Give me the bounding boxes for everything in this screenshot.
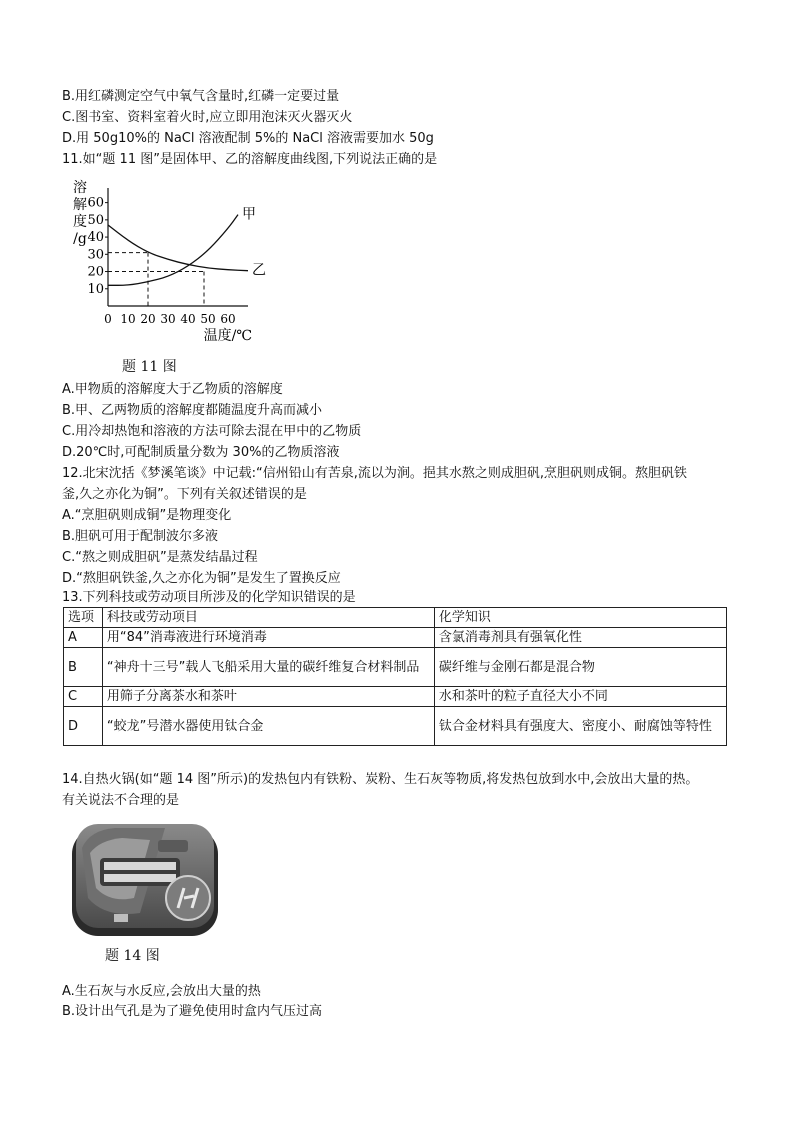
option-14a: A.生石灰与水反应,会放出大量的热 (62, 984, 261, 999)
figure-11-caption: 题 11 图 (122, 359, 177, 375)
option-12b: B.胆矾可用于配制波尔多液 (62, 529, 219, 544)
x-tick-label: 20 (140, 312, 156, 326)
y-tick-label: 20 (87, 264, 104, 280)
option-12c: C.“熬之则成胆矾”是蒸发结晶过程 (62, 550, 258, 565)
option-11b: B.甲、乙两物质的溶解度都随温度升高而减小 (62, 403, 323, 418)
x-tick-label: 50 (200, 312, 216, 326)
table-row (64, 687, 727, 707)
option-10d: D.用 50g10%的 NaCl 溶液配制 5%的 NaCl 溶液需要加水 50g (62, 131, 434, 146)
option-10b: B.用红磷测定空气中氧气含量时,红磷一定要过量 (62, 89, 340, 104)
cell-option: A (64, 628, 103, 648)
header-knowledge: 化学知识 (434, 608, 726, 628)
x-tick-label: 60 (220, 312, 236, 326)
y-axis-label: 溶 (73, 180, 87, 196)
y-tick-label: 40 (87, 230, 104, 246)
cell-knowledge: 水和茶叶的粒子直径大小不同 (434, 687, 726, 707)
x-axis-label: 温度/℃ (203, 328, 252, 344)
cell-option: B (64, 648, 103, 687)
option-14b: B.设计出气孔是为了避免使用时盒内气压过高 (62, 1004, 323, 1019)
cell-knowledge: 钛合金材料具有强度大、密度小、耐腐蚀等特性 (434, 707, 726, 746)
figure-14-caption: 题 14 图 (105, 948, 160, 964)
question-11-stem: 11.如“题 11 图”是固体甲、乙的溶解度曲线图,下列说法正确的是 (62, 152, 438, 167)
cell-project: “神舟十三号”载人飞船采用大量的碳纤维复合材料制品 (102, 648, 434, 687)
y-tick-label: 10 (87, 281, 104, 297)
table-row (64, 628, 727, 648)
question-12-stem-cont: 釜,久之亦化为铜”。下列有关叙述错误的是 (62, 487, 307, 502)
y-tick-label: 30 (87, 247, 104, 263)
option-12d: D.“熬胆矾铁釜,久之亦化为铜”是发生了置换反应 (62, 571, 341, 586)
option-11d: D.20℃时,可配制质量分数为 30%的乙物质溶液 (62, 445, 340, 460)
y-axis-label: /g (73, 231, 87, 247)
question-14-stem-cont: 有关说法不合理的是 (62, 793, 180, 808)
y-tick-label: 60 (87, 195, 104, 211)
cell-project: “蛟龙”号潜水器使用钛合金 (102, 707, 434, 746)
cell-option: D (64, 707, 103, 746)
cell-knowledge: 碳纤维与金刚石都是混合物 (434, 648, 726, 687)
header-project: 科技或劳动项目 (102, 608, 434, 628)
header-option: 选项 (64, 608, 103, 628)
x-tick-label: 10 (120, 312, 136, 326)
y-axis-label: 解 (73, 197, 87, 213)
question-14-stem: 14.自热火锅(如“题 14 图”所示)的发热包内有铁粉、炭粉、生石灰等物质,将发热包放到水中,会放出大量的热。 (62, 772, 699, 787)
self-heating-hotpot-image (70, 818, 220, 943)
cell-option: C (64, 687, 103, 707)
x-tick-label: 40 (180, 312, 196, 326)
y-axis-label: 度 (73, 214, 87, 230)
question-12-stem: 12.北宋沈括《梦溪笔谈》中记载:“信州铅山有苦泉,流以为涧。挹其水熬之则成胆矾,烹胆矾则成铜。熬胆矾铁 (62, 466, 688, 481)
table-row (64, 648, 727, 687)
cell-knowledge: 含氯消毒剂具有强氧化性 (434, 628, 726, 648)
series-line-甲 (108, 215, 238, 286)
cell-project: 用筛子分离茶水和茶叶 (102, 687, 434, 707)
x-tick-label: 30 (160, 312, 176, 326)
question-13-table (63, 607, 727, 746)
series-label: 甲 (242, 206, 256, 223)
solubility-chart (66, 176, 266, 346)
y-tick-label: 50 (87, 212, 104, 228)
chart-axes (105, 188, 248, 306)
option-11c: C.用冷却热饱和溶液的方法可除去混在甲中的乙物质 (62, 424, 362, 439)
series-label: 乙 (252, 262, 266, 279)
series-line-乙 (108, 225, 248, 271)
question-13-stem: 13.下列科技或劳动项目所涉及的化学知识错误的是 (62, 590, 356, 605)
cell-project: 用“84”消毒液进行环境消毒 (102, 628, 434, 648)
option-12a: A.“烹胆矾则成铜”是物理变化 (62, 508, 232, 523)
table-header-row (64, 608, 727, 628)
table-row (64, 707, 727, 746)
option-10c: C.图书室、资料室着火时,应立即用泡沫灭火器灭火 (62, 110, 353, 125)
option-11a: A.甲物质的溶解度大于乙物质的溶解度 (62, 382, 283, 397)
chart-series (108, 215, 248, 286)
x-tick-label: 0 (104, 312, 112, 326)
chart-labels (73, 179, 266, 344)
